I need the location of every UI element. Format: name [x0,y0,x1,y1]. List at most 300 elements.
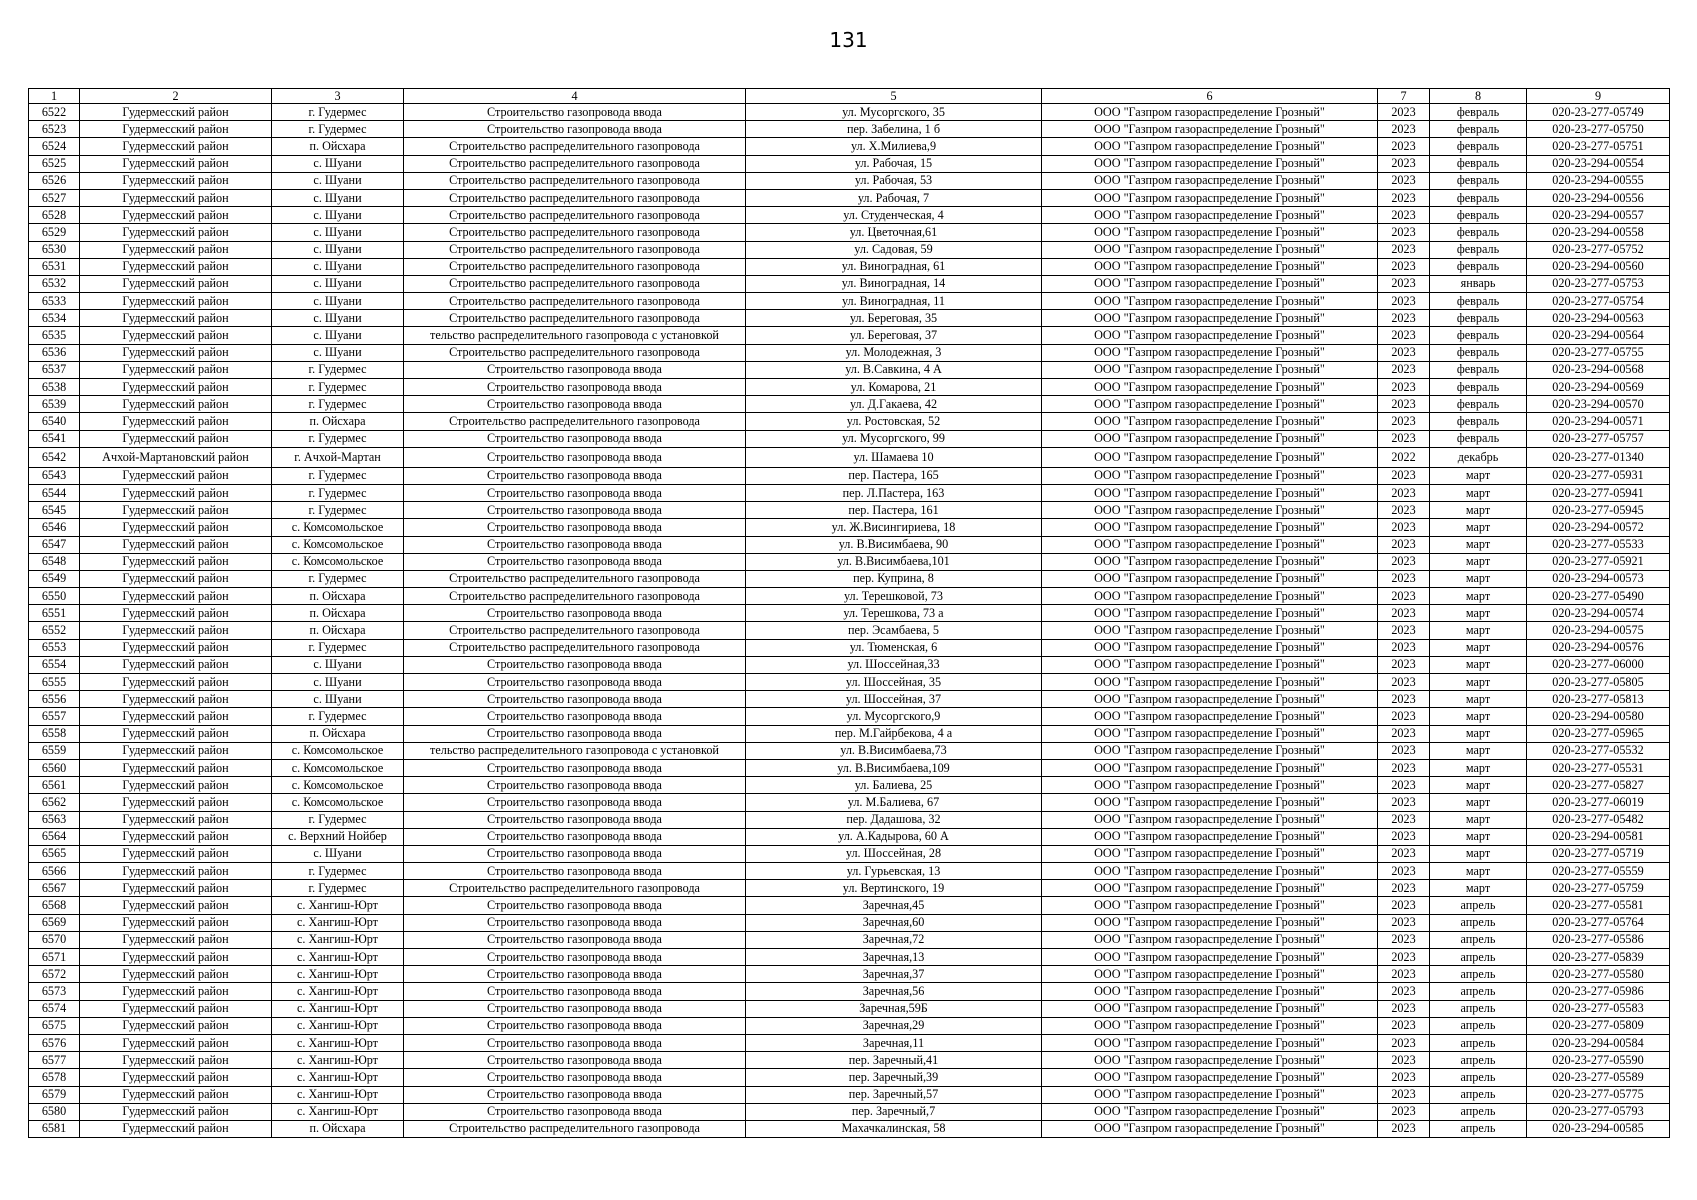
work-type-cell: Строительство газопровода ввода [404,863,746,880]
table-row [29,1120,1670,1137]
registration-number-cell: 020-23-277-05749 [1527,104,1670,121]
year-cell: 2023 [1378,777,1430,794]
settlement-cell: п. Ойсхара [272,605,404,622]
organization-cell: ООО "Газпром газораспределение Грозный" [1042,258,1378,275]
row-number-cell: 6549 [29,570,80,587]
row-number-cell: 6561 [29,777,80,794]
organization-cell: ООО "Газпром газораспределение Грозный" [1042,639,1378,656]
settlement-cell: с. Хангиш-Юрт [272,897,404,914]
work-type-cell: Строительство распределительного газопровода [404,622,746,639]
settlement-cell: г. Гудермес [272,880,404,897]
row-number-cell: 6555 [29,674,80,691]
month-cell: март [1430,588,1527,605]
settlement-cell: с. Хангиш-Юрт [272,1017,404,1034]
table-row [29,897,1670,914]
work-type-cell: Строительство распределительного газопровода [404,258,746,275]
district-cell: Гудермесский район [80,622,272,639]
year-cell: 2022 [1378,447,1430,467]
settlement-cell: с. Комсомольское [272,553,404,570]
organization-cell: ООО "Газпром газораспределение Грозный" [1042,966,1378,983]
registration-number-cell: 020-23-277-05583 [1527,1000,1670,1017]
year-cell: 2023 [1378,725,1430,742]
month-cell: март [1430,691,1527,708]
settlement-cell: с. Хангиш-Юрт [272,1034,404,1051]
row-number-cell: 6565 [29,845,80,862]
district-cell: Гудермесский район [80,708,272,725]
year-cell: 2023 [1378,121,1430,138]
organization-cell: ООО "Газпром газораспределение Грозный" [1042,138,1378,155]
table-row [29,931,1670,948]
settlement-cell: г. Гудермес [272,708,404,725]
month-cell: март [1430,811,1527,828]
year-cell: 2023 [1378,189,1430,206]
table-row [29,1017,1670,1034]
work-type-cell: Строительство газопровода ввода [404,536,746,553]
district-cell: Гудермесский район [80,639,272,656]
table-row [29,379,1670,396]
table-row [29,430,1670,447]
year-cell: 2023 [1378,519,1430,536]
column-number-header: 5 [746,89,1042,104]
district-cell: Гудермесский район [80,519,272,536]
row-number-cell: 6558 [29,725,80,742]
address-cell: ул. Садовая, 59 [746,241,1042,258]
month-cell: март [1430,519,1527,536]
district-cell: Гудермесский район [80,155,272,172]
table-row [29,1086,1670,1103]
year-cell: 2023 [1378,931,1430,948]
year-cell: 2023 [1378,914,1430,931]
district-cell: Гудермесский район [80,275,272,292]
registration-number-cell: 020-23-277-05775 [1527,1086,1670,1103]
work-type-cell: Строительство газопровода ввода [404,794,746,811]
month-cell: март [1430,622,1527,639]
district-cell: Гудермесский район [80,1034,272,1051]
work-type-cell: Строительство газопровода ввода [404,1034,746,1051]
organization-cell: ООО "Газпром газораспределение Грозный" [1042,588,1378,605]
work-type-cell: Строительство распределительного газопровода [404,207,746,224]
table-row [29,983,1670,1000]
work-type-cell: Строительство газопровода ввода [404,811,746,828]
settlement-cell: с. Шуани [272,172,404,189]
row-number-cell: 6576 [29,1034,80,1051]
row-number-cell: 6538 [29,379,80,396]
district-cell: Гудермесский район [80,605,272,622]
address-cell: ул. В.Висимбаева, 90 [746,536,1042,553]
work-type-cell: Строительство газопровода ввода [404,1017,746,1034]
settlement-cell: г. Ачхой-Мартан [272,447,404,467]
settlement-cell: г. Гудермес [272,502,404,519]
settlement-cell: с. Шуани [272,344,404,361]
month-cell: февраль [1430,104,1527,121]
year-cell: 2023 [1378,845,1430,862]
registration-number-cell: 020-23-294-00556 [1527,189,1670,206]
table-row [29,742,1670,759]
month-cell: февраль [1430,310,1527,327]
settlement-cell: г. Гудермес [272,121,404,138]
work-type-cell: Строительство газопровода ввода [404,1103,746,1120]
address-cell: ул. Рабочая, 53 [746,172,1042,189]
month-cell: март [1430,708,1527,725]
registration-number-cell: 020-23-294-00563 [1527,310,1670,327]
settlement-cell: с. Хангиш-Юрт [272,931,404,948]
district-cell: Гудермесский район [80,467,272,484]
month-cell: март [1430,674,1527,691]
table-row [29,447,1670,467]
month-cell: февраль [1430,344,1527,361]
district-cell: Гудермесский район [80,588,272,605]
settlement-cell: с. Комсомольское [272,536,404,553]
settlement-cell: с. Комсомольское [272,742,404,759]
address-cell: ул. Шоссейная, 28 [746,845,1042,862]
work-type-cell: Строительство газопровода ввода [404,949,746,966]
month-cell: февраль [1430,396,1527,413]
row-number-cell: 6524 [29,138,80,155]
table-row [29,1034,1670,1051]
address-cell: Заречная,11 [746,1034,1042,1051]
month-cell: апрель [1430,1034,1527,1051]
month-cell: март [1430,777,1527,794]
district-cell: Гудермесский район [80,1017,272,1034]
address-cell: пер. Куприна, 8 [746,570,1042,587]
settlement-cell: с. Шуани [272,189,404,206]
registration-number-cell: 020-23-277-05809 [1527,1017,1670,1034]
row-number-cell: 6572 [29,966,80,983]
year-cell: 2023 [1378,344,1430,361]
organization-cell: ООО "Газпром газораспределение Грозный" [1042,447,1378,467]
table-row [29,155,1670,172]
table-row [29,258,1670,275]
settlement-cell: с. Шуани [272,691,404,708]
address-cell: Заречная,59Б [746,1000,1042,1017]
organization-cell: ООО "Газпром газораспределение Грозный" [1042,536,1378,553]
organization-cell: ООО "Газпром газораспределение Грозный" [1042,742,1378,759]
row-number-cell: 6526 [29,172,80,189]
month-cell: март [1430,536,1527,553]
registration-number-cell: 020-23-277-05590 [1527,1052,1670,1069]
table-row [29,553,1670,570]
district-cell: Гудермесский район [80,553,272,570]
row-number-cell: 6536 [29,344,80,361]
address-cell: ул. В.Висимбаева,101 [746,553,1042,570]
settlement-cell: с. Шуани [272,656,404,673]
row-number-cell: 6527 [29,189,80,206]
district-cell: Гудермесский район [80,327,272,344]
organization-cell: ООО "Газпром газораспределение Грозный" [1042,1103,1378,1120]
table-row [29,794,1670,811]
row-number-cell: 6533 [29,293,80,310]
month-cell: апрель [1430,914,1527,931]
year-cell: 2023 [1378,258,1430,275]
row-number-cell: 6573 [29,983,80,1000]
year-cell: 2023 [1378,949,1430,966]
row-number-cell: 6569 [29,914,80,931]
row-number-cell: 6545 [29,502,80,519]
address-cell: ул. Вертинского, 19 [746,880,1042,897]
registration-number-cell: 020-23-294-00580 [1527,708,1670,725]
address-cell: ул. Терешкова, 73 а [746,605,1042,622]
year-cell: 2023 [1378,310,1430,327]
year-cell: 2023 [1378,605,1430,622]
row-number-cell: 6562 [29,794,80,811]
district-cell: Гудермесский район [80,983,272,1000]
year-cell: 2023 [1378,553,1430,570]
month-cell: март [1430,570,1527,587]
address-cell: ул. Мусоргского, 99 [746,430,1042,447]
district-cell: Гудермесский район [80,361,272,378]
district-cell: Гудермесский район [80,430,272,447]
settlement-cell: с. Хангиш-Юрт [272,1052,404,1069]
address-cell: ул. Шоссейная, 35 [746,674,1042,691]
district-cell: Гудермесский район [80,121,272,138]
address-cell: Заречная,37 [746,966,1042,983]
address-cell: ул. В.Висимбаева,73 [746,742,1042,759]
table-row [29,863,1670,880]
settlement-cell: с. Хангиш-Юрт [272,966,404,983]
month-cell: февраль [1430,327,1527,344]
work-type-cell: Строительство распределительного газопровода [404,880,746,897]
work-type-cell: Строительство распределительного газопровода [404,138,746,155]
work-type-cell: Строительство распределительного газопровода [404,639,746,656]
month-cell: апрель [1430,1052,1527,1069]
year-cell: 2023 [1378,379,1430,396]
table-row [29,725,1670,742]
organization-cell: ООО "Газпром газораспределение Грозный" [1042,949,1378,966]
address-cell: ул. Шоссейная,33 [746,656,1042,673]
work-type-cell: Строительство газопровода ввода [404,845,746,862]
month-cell: февраль [1430,430,1527,447]
registration-number-cell: 020-23-277-05827 [1527,777,1670,794]
district-cell: Гудермесский район [80,863,272,880]
settlement-cell: с. Шуани [272,310,404,327]
year-cell: 2023 [1378,1069,1430,1086]
table-row [29,327,1670,344]
organization-cell: ООО "Газпром газораспределение Грозный" [1042,1034,1378,1051]
month-cell: декабрь [1430,447,1527,467]
work-type-cell: Строительство газопровода ввода [404,502,746,519]
table-row [29,1069,1670,1086]
page-number: 131 [829,28,868,52]
registration-number-cell: 020-23-277-05805 [1527,674,1670,691]
work-type-cell: Строительство газопровода ввода [404,121,746,138]
work-type-cell: Строительство газопровода ввода [404,691,746,708]
registration-number-cell: 020-23-294-00585 [1527,1120,1670,1137]
district-cell: Гудермесский район [80,897,272,914]
year-cell: 2023 [1378,983,1430,1000]
column-number-header: 4 [404,89,746,104]
district-cell: Гудермесский район [80,207,272,224]
district-cell: Гудермесский район [80,138,272,155]
month-cell: март [1430,794,1527,811]
settlement-cell: п. Ойсхара [272,725,404,742]
district-cell: Гудермесский район [80,811,272,828]
table-row [29,656,1670,673]
year-cell: 2023 [1378,811,1430,828]
table-row [29,413,1670,430]
row-number-cell: 6543 [29,467,80,484]
table-row [29,605,1670,622]
settlement-cell: с. Шуани [272,845,404,862]
registration-number-cell: 020-23-277-01340 [1527,447,1670,467]
address-cell: ул. Виноградная, 61 [746,258,1042,275]
settlement-cell: г. Гудермес [272,467,404,484]
work-type-cell: Строительство газопровода ввода [404,519,746,536]
row-number-cell: 6529 [29,224,80,241]
work-type-cell: Строительство газопровода ввода [404,1086,746,1103]
organization-cell: ООО "Газпром газораспределение Грозный" [1042,224,1378,241]
registration-number-cell: 020-23-277-05751 [1527,138,1670,155]
organization-cell: ООО "Газпром газораспределение Грозный" [1042,622,1378,639]
address-cell: ул. Комарова, 21 [746,379,1042,396]
settlement-cell: с. Комсомольское [272,777,404,794]
address-cell: пер. Пастера, 165 [746,467,1042,484]
month-cell: апрель [1430,1000,1527,1017]
address-cell: ул. В.Савкина, 4 А [746,361,1042,378]
organization-cell: ООО "Газпром газораспределение Грозный" [1042,863,1378,880]
settlement-cell: г. Гудермес [272,361,404,378]
organization-cell: ООО "Газпром газораспределение Грозный" [1042,1017,1378,1034]
work-type-cell: Строительство распределительного газопровода [404,155,746,172]
year-cell: 2023 [1378,656,1430,673]
organization-cell: ООО "Газпром газораспределение Грозный" [1042,1120,1378,1137]
organization-cell: ООО "Газпром газораспределение Грозный" [1042,379,1378,396]
row-number-cell: 6528 [29,207,80,224]
organization-cell: ООО "Газпром газораспределение Грозный" [1042,811,1378,828]
table-row [29,121,1670,138]
address-cell: Махачкалинская, 58 [746,1120,1042,1137]
district-cell: Гудермесский район [80,725,272,742]
district-cell: Гудермесский район [80,828,272,845]
settlement-cell: с. Шуани [272,275,404,292]
month-cell: апрель [1430,931,1527,948]
row-number-cell: 6540 [29,413,80,430]
row-number-cell: 6546 [29,519,80,536]
district-cell: Гудермесский район [80,880,272,897]
month-cell: март [1430,845,1527,862]
district-cell: Ачхой-Мартановский район [80,447,272,467]
work-type-cell: Строительство распределительного газопровода [404,189,746,206]
row-number-cell: 6544 [29,484,80,501]
district-cell: Гудермесский район [80,794,272,811]
table-body [29,89,1670,1138]
row-number-cell: 6541 [29,430,80,447]
settlement-cell: с. Шуани [272,155,404,172]
table-row [29,588,1670,605]
row-number-cell: 6548 [29,553,80,570]
settlement-cell: с. Хангиш-Юрт [272,1069,404,1086]
work-type-cell: Строительство газопровода ввода [404,914,746,931]
address-cell: ул. Молодежная, 3 [746,344,1042,361]
organization-cell: ООО "Газпром газораспределение Грозный" [1042,1086,1378,1103]
table-row [29,104,1670,121]
row-number-cell: 6554 [29,656,80,673]
address-cell: ул. Рабочая, 15 [746,155,1042,172]
month-cell: февраль [1430,121,1527,138]
month-cell: февраль [1430,138,1527,155]
organization-cell: ООО "Газпром газораспределение Грозный" [1042,310,1378,327]
registration-number-cell: 020-23-277-05490 [1527,588,1670,605]
year-cell: 2023 [1378,241,1430,258]
row-number-cell: 6535 [29,327,80,344]
work-type-cell: Строительство газопровода ввода [404,1000,746,1017]
settlement-cell: с. Шуани [272,293,404,310]
month-cell: март [1430,484,1527,501]
district-cell: Гудермесский район [80,949,272,966]
work-type-cell: Строительство газопровода ввода [404,708,746,725]
organization-cell: ООО "Газпром газораспределение Грозный" [1042,484,1378,501]
address-cell: ул. Виноградная, 11 [746,293,1042,310]
work-type-cell: Строительство распределительного газопровода [404,224,746,241]
work-type-cell: тельство распределительного газопровода с установкой [404,327,746,344]
settlement-cell: г. Гудермес [272,430,404,447]
registration-number-cell: 020-23-277-05921 [1527,553,1670,570]
registration-number-cell: 020-23-277-05754 [1527,293,1670,310]
settlement-cell: с. Комсомольское [272,794,404,811]
work-type-cell: Строительство распределительного газопровода [404,293,746,310]
work-type-cell: Строительство газопровода ввода [404,447,746,467]
row-number-cell: 6568 [29,897,80,914]
work-type-cell: Строительство газопровода ввода [404,777,746,794]
registration-number-cell: 020-23-277-05753 [1527,275,1670,292]
row-number-cell: 6567 [29,880,80,897]
district-cell: Гудермесский район [80,413,272,430]
month-cell: март [1430,880,1527,897]
address-cell: пер. Заречный,57 [746,1086,1042,1103]
settlement-cell: г. Гудермес [272,639,404,656]
year-cell: 2023 [1378,1086,1430,1103]
address-cell: ул. Береговая, 35 [746,310,1042,327]
organization-cell: ООО "Газпром газораспределение Грозный" [1042,845,1378,862]
table-row [29,467,1670,484]
column-number-header: 9 [1527,89,1670,104]
settlement-cell: г. Гудермес [272,570,404,587]
settlement-cell: г. Гудермес [272,863,404,880]
row-number-cell: 6532 [29,275,80,292]
month-cell: февраль [1430,379,1527,396]
row-number-cell: 6566 [29,863,80,880]
year-cell: 2023 [1378,880,1430,897]
year-cell: 2023 [1378,828,1430,845]
row-number-cell: 6553 [29,639,80,656]
settlement-cell: с. Шуани [272,674,404,691]
work-type-cell: Строительство распределительного газопровода [404,588,746,605]
month-cell: апрель [1430,1069,1527,1086]
work-type-cell: Строительство газопровода ввода [404,1052,746,1069]
work-type-cell: Строительство распределительного газопровода [404,570,746,587]
registration-number-cell: 020-23-277-05986 [1527,983,1670,1000]
organization-cell: ООО "Газпром газораспределение Грозный" [1042,725,1378,742]
registration-number-cell: 020-23-294-00557 [1527,207,1670,224]
address-cell: пер. Забелина, 1 б [746,121,1042,138]
address-cell: Заречная,72 [746,931,1042,948]
district-cell: Гудермесский район [80,691,272,708]
work-type-cell: тельство распределительного газопровода с установкой [404,742,746,759]
district-cell: Гудермесский район [80,966,272,983]
organization-cell: ООО "Газпром газораспределение Грозный" [1042,104,1378,121]
month-cell: февраль [1430,224,1527,241]
year-cell: 2023 [1378,467,1430,484]
district-cell: Гудермесский район [80,310,272,327]
address-cell: пер. М.Гайрбекова, 4 а [746,725,1042,742]
registration-number-cell: 020-23-277-06019 [1527,794,1670,811]
settlement-cell: с. Верхний Нойбер [272,828,404,845]
settlement-cell: п. Ойсхара [272,413,404,430]
organization-cell: ООО "Газпром газораспределение Грозный" [1042,121,1378,138]
address-cell: пер. Заречный,39 [746,1069,1042,1086]
row-number-cell: 6531 [29,258,80,275]
organization-cell: ООО "Газпром газораспределение Грозный" [1042,293,1378,310]
address-cell: Заречная,56 [746,983,1042,1000]
